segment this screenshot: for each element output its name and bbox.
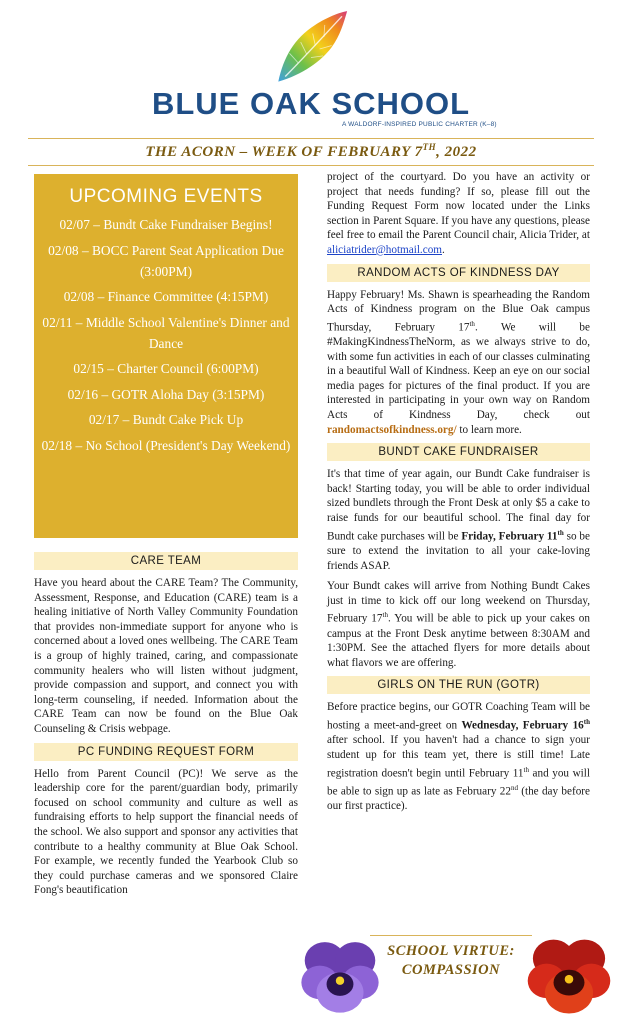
title-divider-top [28,138,594,139]
left-column [34,174,298,898]
upcoming-events-title: UPCOMING EVENTS [69,186,263,207]
colorful-oak-leaf-icon [268,6,354,92]
event-item: 02/08 – BOCC Parent Seat Application Due (3:00PM) [48,242,284,279]
event-item: 02/08 – Finance Committee (4:15PM) [63,289,269,304]
care-team-text: Have you heard about the CARE Team? The Community, Assessment, Response, and Education (CARE) team is a healing initiative of North Valley Community Foundation that provides non-immediate support for anyone who is concerned about a loved ones wellbeing. The CARE Team is a group of highly trained, caring, and compassionate community healers who will listen without judgment, provide compassion and support, and connect you with long-term counseling, if needed. Information about the CARE Team can now be found on the Blue Oak Counseling & Crisis webpage. [34,577,298,735]
pc-funding-text: Hello from Parent Council (PC)! We serve as the leadership core for the parent/guardian body, primarily focused on school community and culture as well as fundraising efforts to help support the financial needs of the school. We also support and sponsor any activities that contribute to a healthy community at Blue Oak School. For example, we recently funded the Yearbook Club so they could purchase cameras and we sponsored Claire Fong's beautification [34,767,298,897]
red-pansy-icon [526,930,612,1018]
kindness-text: Happy February! Ms. Shawn is spearheading the Random Acts of Kindness program on the Blue Oak campus Thursday, February 17th. We will be #MakingKindnessTheNorm, as we always strive to do, with some fun activities in each of our classes culminating in a beautiful Wall of Kindness. Keep an eye on our social media pages for pictures of the final product. If you are interested in participating in your own way on Random Acts of Kindness Day, check out randomactsofkindness.org/ to learn more. [327,288,590,436]
school-virtue-value: COMPASSION [401,962,501,978]
newsletter-header [0,0,622,160]
event-item: 02/07 – Bundt Cake Fundraiser Begins! [59,217,273,232]
issue-title: THE ACORN – WEEK OF FEBRUARY 7TH, 2022 [145,142,477,160]
event-item: 02/15 – Charter Council (6:00PM) [73,361,259,376]
school-name: BLUE OAK SCHOOL [151,86,471,121]
event-item: 02/17 – Bundt Cake Pick Up [88,412,244,427]
gotr-text: Before practice begins, our GOTR Coaching Team will be hosting a meet-and-greet on Wednesday, February 16th after school. If you haven't had a chance to sign your student up for this team yet, there is still time! Late registration doesn't begin until February 11th and you will be able to sign up as late as February 22nd (the day before our first practice). [327,701,590,813]
kindness-heading: RANDOM ACTS OF KINDNESS DAY [327,264,590,282]
event-item: 02/16 – GOTR Aloha Day (3:15PM) [67,386,265,402]
school-virtue-label: SCHOOL VIRTUE: [387,943,515,959]
right-column [327,170,590,814]
gotr-heading: GIRLS ON THE RUN (GOTR) [327,676,590,694]
bundt-text-2: Your Bundt cakes will arrive from Nothing Bundt Cakes just in time to kick off our long weekend on Thursday, February 17th. You will be able to pick up your cakes on campus at the Front Desk anytime between 8:30AM and 1:30PM. See the attached flyers for more details about what flavors we are offering. [327,580,590,669]
title-divider-bottom [28,165,594,166]
event-item: 02/11 – Middle School Valentine's Dinner and Dance [42,314,290,351]
pc-funding-heading: PC FUNDING REQUEST FORM [34,743,298,761]
school-virtue [358,942,544,980]
care-team-heading: CARE TEAM [34,552,298,570]
bundt-text-1: It's that time of year again, our Bundt Cake fundraiser is back! Starting today, you will be able to order individual sized bundlets through the Front Desk at only $5 a cake to raise funds for our beautiful school. The final day for Bundt cake purchases will be Friday, February 11th so be sure to extend the invitation to all your cake-loving friends ASAP. [327,468,590,572]
upcoming-events-box [34,174,298,538]
event-item: 02/18 – No School (President's Day Weekend) [41,437,291,453]
virtue-divider [370,935,532,936]
bundt-heading: BUNDT CAKE FUNDRAISER [327,443,590,461]
kindness-website-link[interactable]: randomactsofkindness.org/ [327,423,457,436]
email-link[interactable]: aliciatrider@hotmail.com [327,243,442,256]
pc-funding-text-continued: project of the courtyard. Do you have an activity or project that needs funding? If so, please fill out the Funding Request Form now located under the Links section in Parent Square. If you have any questions, please feel free to email the Parent Council chair, Alicia Trider, at aliciatrider@hotmail.com. [327,171,590,256]
school-tagline: A WALDORF-INSPIRED PUBLIC CHARTER (K–8) [342,121,497,128]
